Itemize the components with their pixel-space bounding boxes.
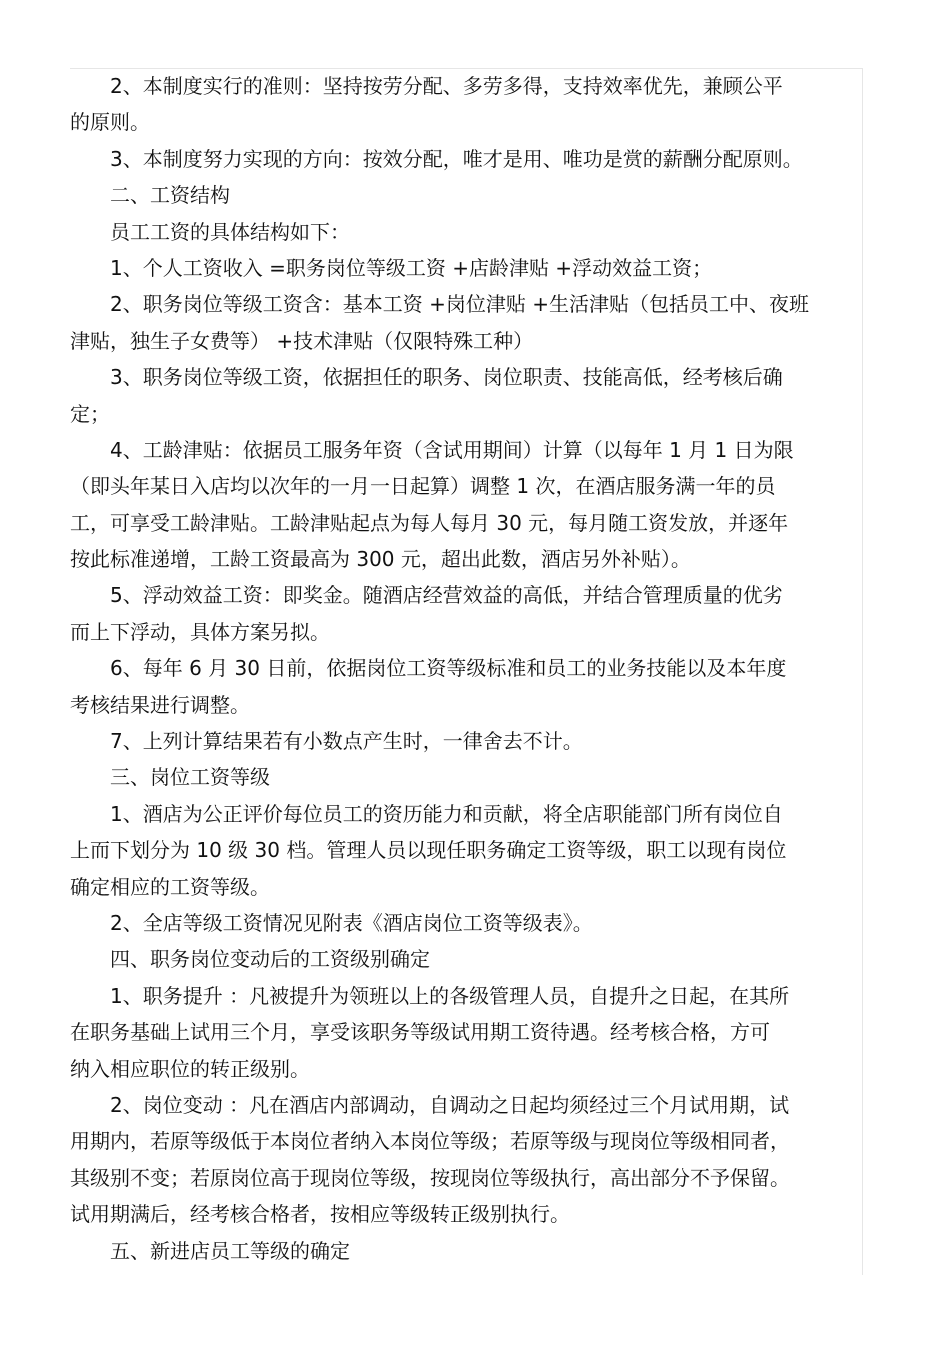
document-body — [70, 68, 862, 1269]
text-line: 2、全店等级工资情况见附表《酒店岗位工资等级表》。 — [110, 910, 593, 935]
text-line: 员工工资的具体结构如下： — [110, 219, 350, 244]
text-line: 定； — [70, 401, 110, 426]
text-line: 工，可享受工龄津贴。工龄津贴起点为每人每月 30 元，每月随工资发放，并逐年 — [70, 510, 789, 535]
text-line: 试用期满后，经考核合格者，按相应等级转正级别执行。 — [70, 1202, 570, 1227]
section-heading: 五、新进店员工等级的确定 — [110, 1238, 350, 1263]
text-line: 2、职务岗位等级工资含：基本工资 +岗位津贴 +生活津贴（包括员工中、夜班 — [110, 292, 809, 317]
text-line: 其级别不变；若原岗位高于现岗位等级，按现岗位等级执行，高出部分不予保留。 — [70, 1165, 790, 1190]
section-heading: 三、岗位工资等级 — [110, 765, 270, 790]
text-line: 的原则。 — [70, 110, 150, 135]
section-heading: 四、职务岗位变动后的工资级别确定 — [110, 947, 430, 972]
text-line: 津贴，独生子女费等） +技术津贴（仅限特殊工种） — [70, 328, 534, 353]
text-line: 上而下划分为 10 级 30 档。管理人员以现任职务确定工资等级，职工以现有岗位 — [70, 838, 787, 863]
text-line: 纳入相应职位的转正级别。 — [70, 1056, 310, 1081]
text-line: 2、岗位变动 ：凡在酒店内部调动，自调动之日起均须经过三个月试用期，试 — [110, 1092, 790, 1117]
text-line: 6、每年 6 月 30 日前，依据岗位工资等级标准和员工的业务技能以及本年度 — [110, 656, 787, 681]
text-line: 3、职务岗位等级工资，依据担任的职务、岗位职责、技能高低，经考核后确 — [110, 365, 783, 390]
text-line: 4、工龄津贴：依据员工服务年资（含试用期间）计算（以每年 1 月 1 日为限 — [110, 437, 794, 462]
text-line: 1、酒店为公正评价每位员工的资历能力和贡献，将全店职能部门所有岗位自 — [110, 801, 783, 826]
text-line: 在职务基础上试用三个月，享受该职务等级试用期工资待遇。经考核合格，方可 — [70, 1020, 770, 1045]
text-line: 7、上列计算结果若有小数点产生时，一律舍去不计。 — [110, 729, 583, 754]
text-line: 3、本制度努力实现的方向：按效分配，唯才是用、唯功是赏的薪酬分配原则。 — [110, 146, 803, 171]
text-line: 考核结果进行调整。 — [70, 692, 250, 717]
text-line: （即头年某日入店均以次年的一月一日起算）调整 1 次，在酒店服务满一年的员 — [70, 474, 776, 499]
text-line: 用期内，若原等级低于本岗位者纳入本岗位等级；若原等级与现岗位等级相同者， — [70, 1129, 790, 1154]
text-line: 5、浮动效益工资：即奖金。随酒店经营效益的高低，并结合管理质量的优劣 — [110, 583, 783, 608]
text-line: 按此标准递增，工龄工资最高为 300 元，超出此数，酒店另外补贴）。 — [70, 547, 691, 572]
text-line: 确定相应的工资等级。 — [70, 874, 270, 899]
page-border-right — [862, 68, 863, 1275]
text-line: 1、职务提升 ：凡被提升为领班以上的各级管理人员，自提升之日起，在其所 — [110, 983, 790, 1008]
text-line: 2、本制度实行的准则：坚持按劳分配、多劳多得，支持效率优先，兼顾公平 — [110, 74, 783, 98]
text-line: 1、个人工资收入 =职务岗位等级工资 +店龄津贴 +浮动效益工资； — [110, 255, 713, 280]
section-heading: 二、工资结构 — [110, 183, 230, 208]
text-line: 而上下浮动，具体方案另拟。 — [70, 619, 330, 644]
